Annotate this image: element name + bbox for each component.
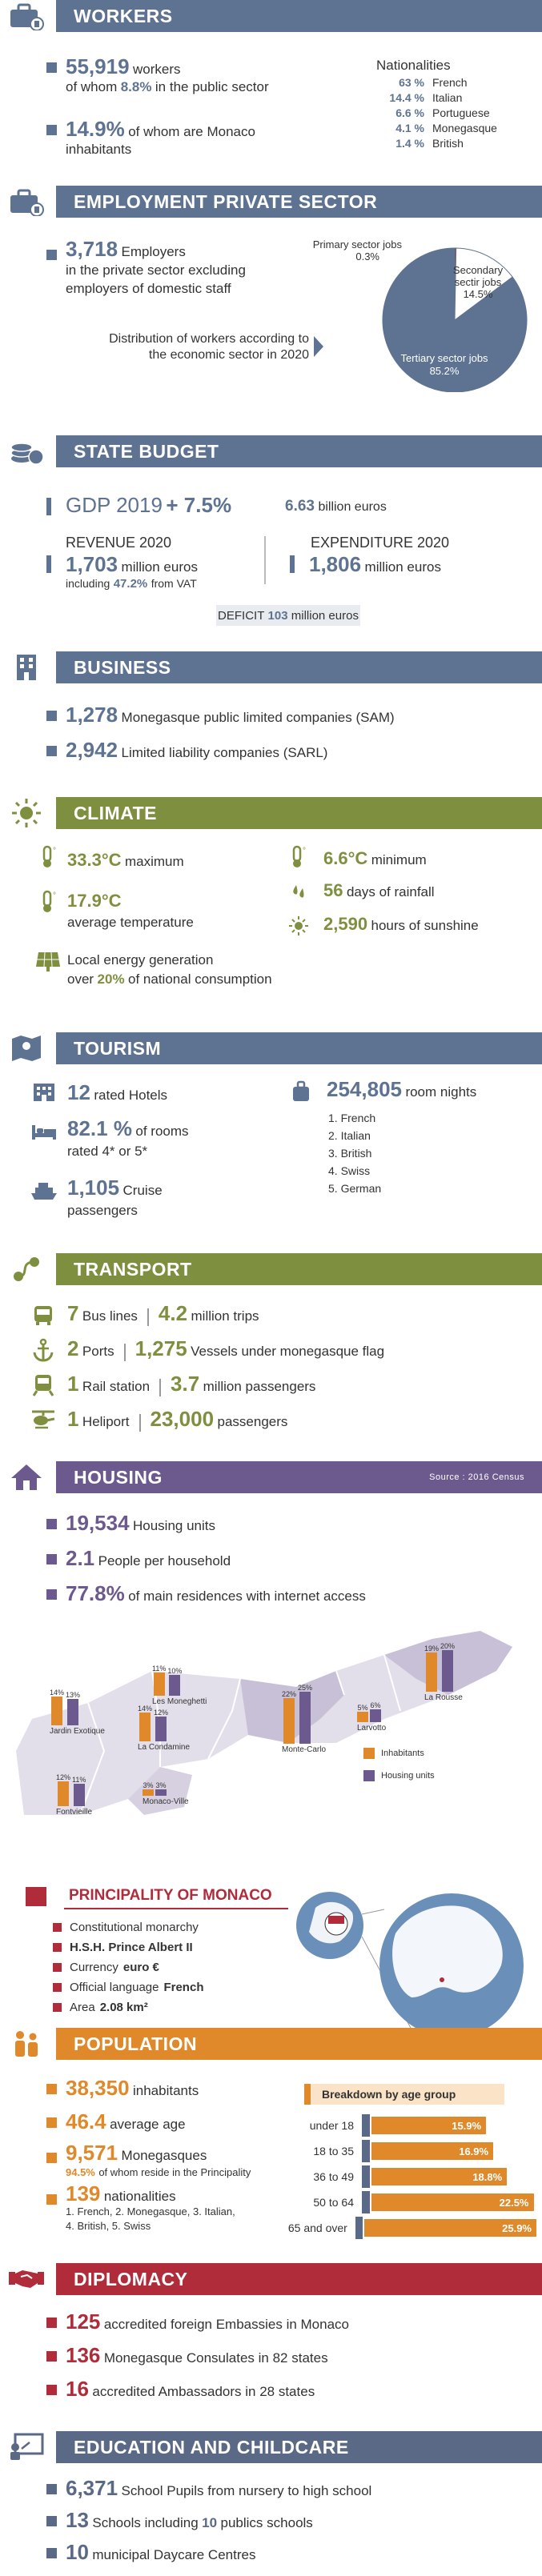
district-name: Monaco-Ville: [143, 1797, 189, 1806]
bullet: [46, 2318, 57, 2328]
bullet: [53, 1963, 62, 1972]
district-group: [282, 1682, 338, 1754]
bullet: [46, 711, 57, 721]
population-monegasques: 9,571 Monegasques 94.5% of whom reside in the Principality: [66, 2141, 251, 2178]
district-bars: [0, 1623, 542, 1831]
principality-item: Currency euro €: [53, 1957, 285, 1977]
tourism-header: [0, 1032, 542, 1064]
nationality-pct: 63 %: [399, 76, 424, 89]
principality-title: PRINCIPALITY OF MONACO: [69, 1887, 272, 1904]
pie-tertiary-label: Tertiary sector jobs 85.2%: [400, 352, 488, 377]
district-inhab-bar: [58, 1781, 69, 1806]
district-group: [357, 1700, 413, 1733]
district-name: La Condamine: [138, 1743, 191, 1753]
bullet: [46, 498, 51, 515]
expenditure-value: 1,806 million euros: [309, 552, 441, 576]
nationality-name: Monegasque: [432, 122, 497, 134]
climate-rain: 56 days of rainfall: [323, 880, 435, 900]
expenditure-title: EXPENDITURE 2020: [311, 535, 450, 551]
housing-item-units: 19,534 Housing units: [66, 1511, 215, 1535]
bullet: [46, 2084, 57, 2094]
population-header: [0, 2028, 542, 2060]
population-nationalities: 139 nationalities 1. French, 2. Monegasque, 3. Italian, 4. British, 5. Swiss: [66, 2181, 235, 2232]
nights-list-item: 1. French: [328, 1112, 376, 1124]
age-group-label: 36 to 49: [313, 2170, 354, 2183]
thermometer-icon: [38, 845, 59, 869]
housing-item-internet: 77.8% of main residences with internet access: [66, 1581, 366, 1605]
age-group-row: [272, 2165, 536, 2188]
district-inhab-label: 3%: [143, 1781, 154, 1789]
rain-icon: [290, 882, 309, 901]
bullet: [46, 250, 57, 260]
divider: [64, 1908, 288, 1909]
district-inhab-bar: [139, 1713, 151, 1741]
district-units-label: 13%: [66, 1690, 81, 1699]
education-schools: 13 Schools including 10 publics schools: [66, 2508, 313, 2532]
district-units-label: 25%: [298, 1684, 313, 1692]
nights-list-item: 4. Swiss: [328, 1164, 371, 1177]
house-icon: [0, 1461, 53, 1493]
sunshine-icon: [288, 915, 309, 936]
bullet: [46, 2516, 57, 2526]
diplomacy-embassies: 125 accredited foreign Embassies in Monaco: [66, 2310, 350, 2334]
workers-header: [0, 0, 542, 32]
coins-icon: [0, 435, 53, 467]
age-group-bar: 18.8%: [371, 2168, 507, 2185]
population-age: 46.4 average age: [66, 2109, 186, 2133]
housing-source: Source : 2016 Census: [429, 1472, 524, 1482]
bullet: [53, 2003, 62, 2012]
district-units-label: 12%: [154, 1709, 169, 1717]
bullet: [46, 2351, 57, 2362]
nationality-name: French: [432, 76, 468, 89]
age-group-row: [272, 2114, 536, 2137]
population-title: POPULATION: [56, 2028, 542, 2060]
district-group: [152, 1663, 208, 1706]
bar-axis: [362, 2140, 370, 2162]
tourism-hotels: 12 rated Hotels: [67, 1080, 168, 1104]
climate-energy: Local energy generation over 20% of national consumption: [67, 952, 272, 987]
age-group-row: [272, 2191, 536, 2213]
age-group-bar: 16.9%: [371, 2142, 493, 2160]
deficit-box: DEFICIT 103 million euros: [216, 605, 360, 626]
svg-text:°: °: [303, 847, 306, 855]
housing-legend: Inhabitants Housing units: [363, 1748, 524, 1781]
svg-text:°: °: [53, 891, 56, 900]
budget-title: STATE BUDGET: [56, 435, 542, 467]
train-icon: [32, 1373, 54, 1397]
business-title: BUSINESS: [56, 651, 542, 683]
bullet: [46, 2153, 57, 2163]
climate-sunshine: 2,590 hours of sunshine: [323, 914, 479, 934]
bullet: [46, 555, 51, 573]
nights-list-item: 3. British: [328, 1147, 372, 1160]
route-icon: [0, 1253, 53, 1285]
transport-row-ports: 2 Ports 1,275 Vessels under monegasque flag: [67, 1336, 385, 1360]
revenue-title: REVENUE 2020: [66, 535, 172, 551]
age-group-label: 18 to 35: [313, 2145, 354, 2157]
bed-icon: [30, 1124, 58, 1141]
map-icon: [0, 1032, 53, 1064]
private-distribution-text: Distribution of workers according to the economic sector in 2020: [109, 332, 309, 362]
age-group-label: 65 and over: [287, 2221, 347, 2234]
transport-row-rail: 1 Rail station 3.7 million passengers: [67, 1372, 316, 1396]
climate-header: [0, 797, 542, 829]
pie-secondary-label: Secondary sectir jobs 14.5%: [452, 264, 504, 300]
bullet: [46, 2548, 57, 2558]
district-units-bar: [442, 1650, 453, 1692]
bullet: [53, 1943, 62, 1952]
business-header: [0, 651, 542, 683]
age-breakdown-title: Breakdown by age group: [304, 2084, 504, 2105]
district-inhab-bar: [357, 1712, 368, 1722]
district-name: La Rousse: [424, 1693, 463, 1702]
nationality-pct: 6.6 %: [395, 106, 424, 119]
building-icon: [0, 651, 53, 683]
bullet: [290, 555, 295, 573]
district-name: Monte-Carlo: [282, 1745, 327, 1754]
private-title: EMPLOYMENT PRIVATE SECTOR: [56, 186, 542, 218]
tourism-cruise: 1,105 Cruise passengers: [67, 1176, 163, 1218]
business-item-sam: 1,278 Monegasque public limited companies (SAM): [66, 703, 395, 727]
transport-header: [0, 1253, 542, 1285]
tourism-title: TOURISM: [56, 1032, 542, 1064]
nights-list-item: 2. Italian: [328, 1129, 371, 1142]
climate-average: 17.9°C average temperature: [67, 891, 194, 930]
arrow-right-icon: [312, 335, 325, 359]
gdp-value: 6.63 billion euros: [285, 498, 387, 515]
housing-header: [0, 1461, 542, 1493]
district-units-bar: [155, 1789, 167, 1796]
private-employers: 3,718 Employers in the private sector excluding employers of domestic staff: [66, 237, 246, 296]
thermometer-icon: [288, 845, 309, 869]
district-units-bar: [169, 1675, 180, 1696]
workers-monaco: 14.9% of whom are Monaco inhabitants: [66, 117, 255, 157]
bullet: [46, 62, 57, 73]
transport-title: TRANSPORT: [56, 1253, 542, 1285]
diplomacy-ambassadors: 16 accredited Ambassadors in 28 states: [66, 2377, 315, 2401]
education-title: EDUCATION AND CHILDCARE: [56, 2431, 542, 2463]
business-item-sarl: 2,942 Limited liability companies (SARL): [66, 738, 328, 762]
district-inhab-bar: [283, 1698, 295, 1744]
district-units-bar: [299, 1692, 311, 1744]
age-group-row: [272, 2140, 536, 2162]
age-group-label: 50 to 64: [313, 2196, 354, 2209]
district-units-label: 20%: [440, 1642, 456, 1650]
age-group-row: [272, 2217, 536, 2239]
age-group-bar: 15.9%: [371, 2117, 486, 2134]
revenue-value: 1,703 million euros including 47.2% from VAT: [66, 552, 198, 591]
district-inhab-label: 14%: [138, 1705, 153, 1713]
age-group-bar: 25.9%: [364, 2219, 536, 2237]
handshake-icon: [0, 2263, 53, 2295]
svg-text:°: °: [53, 847, 56, 855]
workers-title: WORKERS: [56, 0, 542, 32]
district-name: Jardin Exotique: [50, 1727, 105, 1737]
bar-axis: [362, 2114, 370, 2137]
district-inhab-label: 11%: [152, 1665, 167, 1673]
bullet: [46, 1554, 57, 1564]
budget-header: [0, 435, 542, 467]
district-units-label: 3%: [155, 1781, 167, 1789]
tourism-rooms: 82.1 % of rooms rated 4* or 5*: [67, 1116, 189, 1159]
classroom-icon: [0, 2431, 53, 2463]
nationalities-title: Nationalities: [376, 58, 451, 73]
age-group-bar: 22.5%: [371, 2193, 534, 2211]
private-header: [0, 186, 542, 218]
sun-icon: [0, 797, 53, 829]
globe-map: [291, 1877, 524, 2037]
principality-list: [53, 1917, 285, 2017]
nationality-pct: 4.1 %: [395, 122, 424, 134]
divider: [264, 536, 266, 584]
district-inhab-bar: [426, 1653, 437, 1692]
bullet: [46, 125, 57, 135]
district-inhab-label: 12%: [56, 1773, 71, 1781]
nationality-row: [376, 106, 536, 121]
workers-icon: [0, 0, 53, 32]
climate-min: 6.6°C minimum: [323, 848, 427, 868]
district-units-bar: [67, 1699, 78, 1726]
district-units-label: 6%: [370, 1701, 381, 1709]
principality-item: Area 2.08 km²: [53, 1997, 285, 2017]
transport-row-heliport: 1 Heliport 23,000 passengers: [67, 1407, 288, 1431]
nationality-name: British: [432, 137, 464, 150]
housing-title: HOUSING Source : 2016 Census: [56, 1461, 542, 1493]
tourism-nights-list: [328, 1109, 381, 1197]
diplomacy-title: DIPLOMACY: [56, 2263, 542, 2295]
education-pupils: 6,371 School Pupils from nursery to high school: [66, 2476, 372, 2500]
bar-axis: [362, 2191, 370, 2213]
district-name: Fontvieille: [56, 1808, 93, 1817]
tourism-nights: 254,805 room nights: [327, 1077, 477, 1101]
bullet: [46, 2484, 57, 2494]
legend-swatch-units: [363, 1770, 375, 1781]
nationalities-list: [376, 75, 536, 151]
district-inhab-label: 19%: [424, 1644, 440, 1653]
thermometer-icon: [38, 890, 59, 914]
district-inhab-bar: [143, 1789, 154, 1796]
transport-row-bus: 7 Bus lines 4.2 million trips: [67, 1301, 259, 1325]
bullet: [46, 1589, 57, 1600]
district-units-bar: [74, 1784, 85, 1807]
anchor-icon: [32, 1338, 54, 1362]
age-bars: [272, 2114, 536, 2242]
climate-title: CLIMATE: [56, 797, 542, 829]
principality-item: Constitutional monarchy: [53, 1917, 285, 1937]
education-header: [0, 2431, 542, 2463]
nationality-row: [376, 90, 536, 106]
district-name: Larvotto: [357, 1723, 387, 1733]
nationality-row: [376, 121, 536, 136]
legend-swatch-inhabitants: [363, 1748, 375, 1759]
district-group: [138, 1703, 194, 1752]
district-inhab-label: 5%: [357, 1703, 368, 1712]
bullet: [46, 2385, 57, 2395]
solar-panel-icon: [34, 951, 61, 973]
district-name: Les Moneghetti: [152, 1697, 207, 1706]
bullet: [46, 746, 57, 756]
district-group: [50, 1687, 106, 1736]
diplomacy-header: [0, 2263, 542, 2295]
age-group-label: under 18: [309, 2119, 354, 2132]
nights-list-item: 5. German: [328, 1182, 382, 1195]
bullet: [46, 2117, 57, 2128]
bullet: [53, 1923, 62, 1932]
nationality-row: [376, 136, 536, 151]
bullet: [46, 1519, 57, 1529]
district-group: [143, 1780, 199, 1806]
briefcase-icon: [0, 186, 53, 218]
district-inhab-label: 22%: [282, 1689, 297, 1698]
district-inhab-label: 14%: [50, 1689, 65, 1697]
nationality-name: Portuguese: [432, 106, 490, 119]
district-units-bar: [155, 1717, 167, 1741]
nationality-row: [376, 75, 536, 90]
education-daycare: 10 municipal Daycare Centres: [66, 2540, 256, 2564]
bar-axis: [362, 2165, 370, 2188]
people-icon: [0, 2028, 53, 2060]
district-inhab-bar: [154, 1673, 165, 1696]
bullet: [46, 2194, 57, 2205]
hotel-icon: [32, 1082, 56, 1103]
red-flag-marker: [26, 1887, 46, 1906]
district-units-label: 11%: [72, 1775, 86, 1784]
housing-item-household: 2.1 People per household: [66, 1546, 231, 1570]
district-inhab-bar: [51, 1697, 62, 1725]
helicopter-icon: [30, 1408, 56, 1431]
principality-item: Official language French: [53, 1977, 285, 1997]
population-inhabitants: 38,350 inhabitants: [66, 2076, 199, 2100]
district-units-label: 10%: [167, 1666, 183, 1675]
bullet: [53, 1983, 62, 1992]
bar-axis: [355, 2217, 363, 2239]
nationality-pct: 1.4 %: [395, 137, 424, 150]
cruise-ship-icon: [30, 1181, 58, 1200]
workers-count: 55,919 workers of whom 8.8% in the public sector: [66, 54, 269, 94]
diplomacy-consulates: 136 Monegasque Consulates in 82 states: [66, 2343, 328, 2367]
climate-max: 33.3°C maximum: [67, 850, 184, 870]
gdp-line: GDP 2019 + 7.5%: [66, 493, 232, 517]
district-group: [56, 1772, 112, 1817]
district-units-bar: [370, 1709, 381, 1722]
nationality-name: Italian: [432, 91, 463, 104]
principality-item: H.S.H. Prince Albert II: [53, 1937, 285, 1957]
pie-primary-label: Primary sector jobs 0.3%: [312, 238, 402, 262]
suitcase-icon: [291, 1080, 311, 1103]
bus-icon: [32, 1304, 54, 1327]
district-group: [424, 1641, 480, 1702]
nationality-pct: 14.4 %: [389, 91, 424, 104]
